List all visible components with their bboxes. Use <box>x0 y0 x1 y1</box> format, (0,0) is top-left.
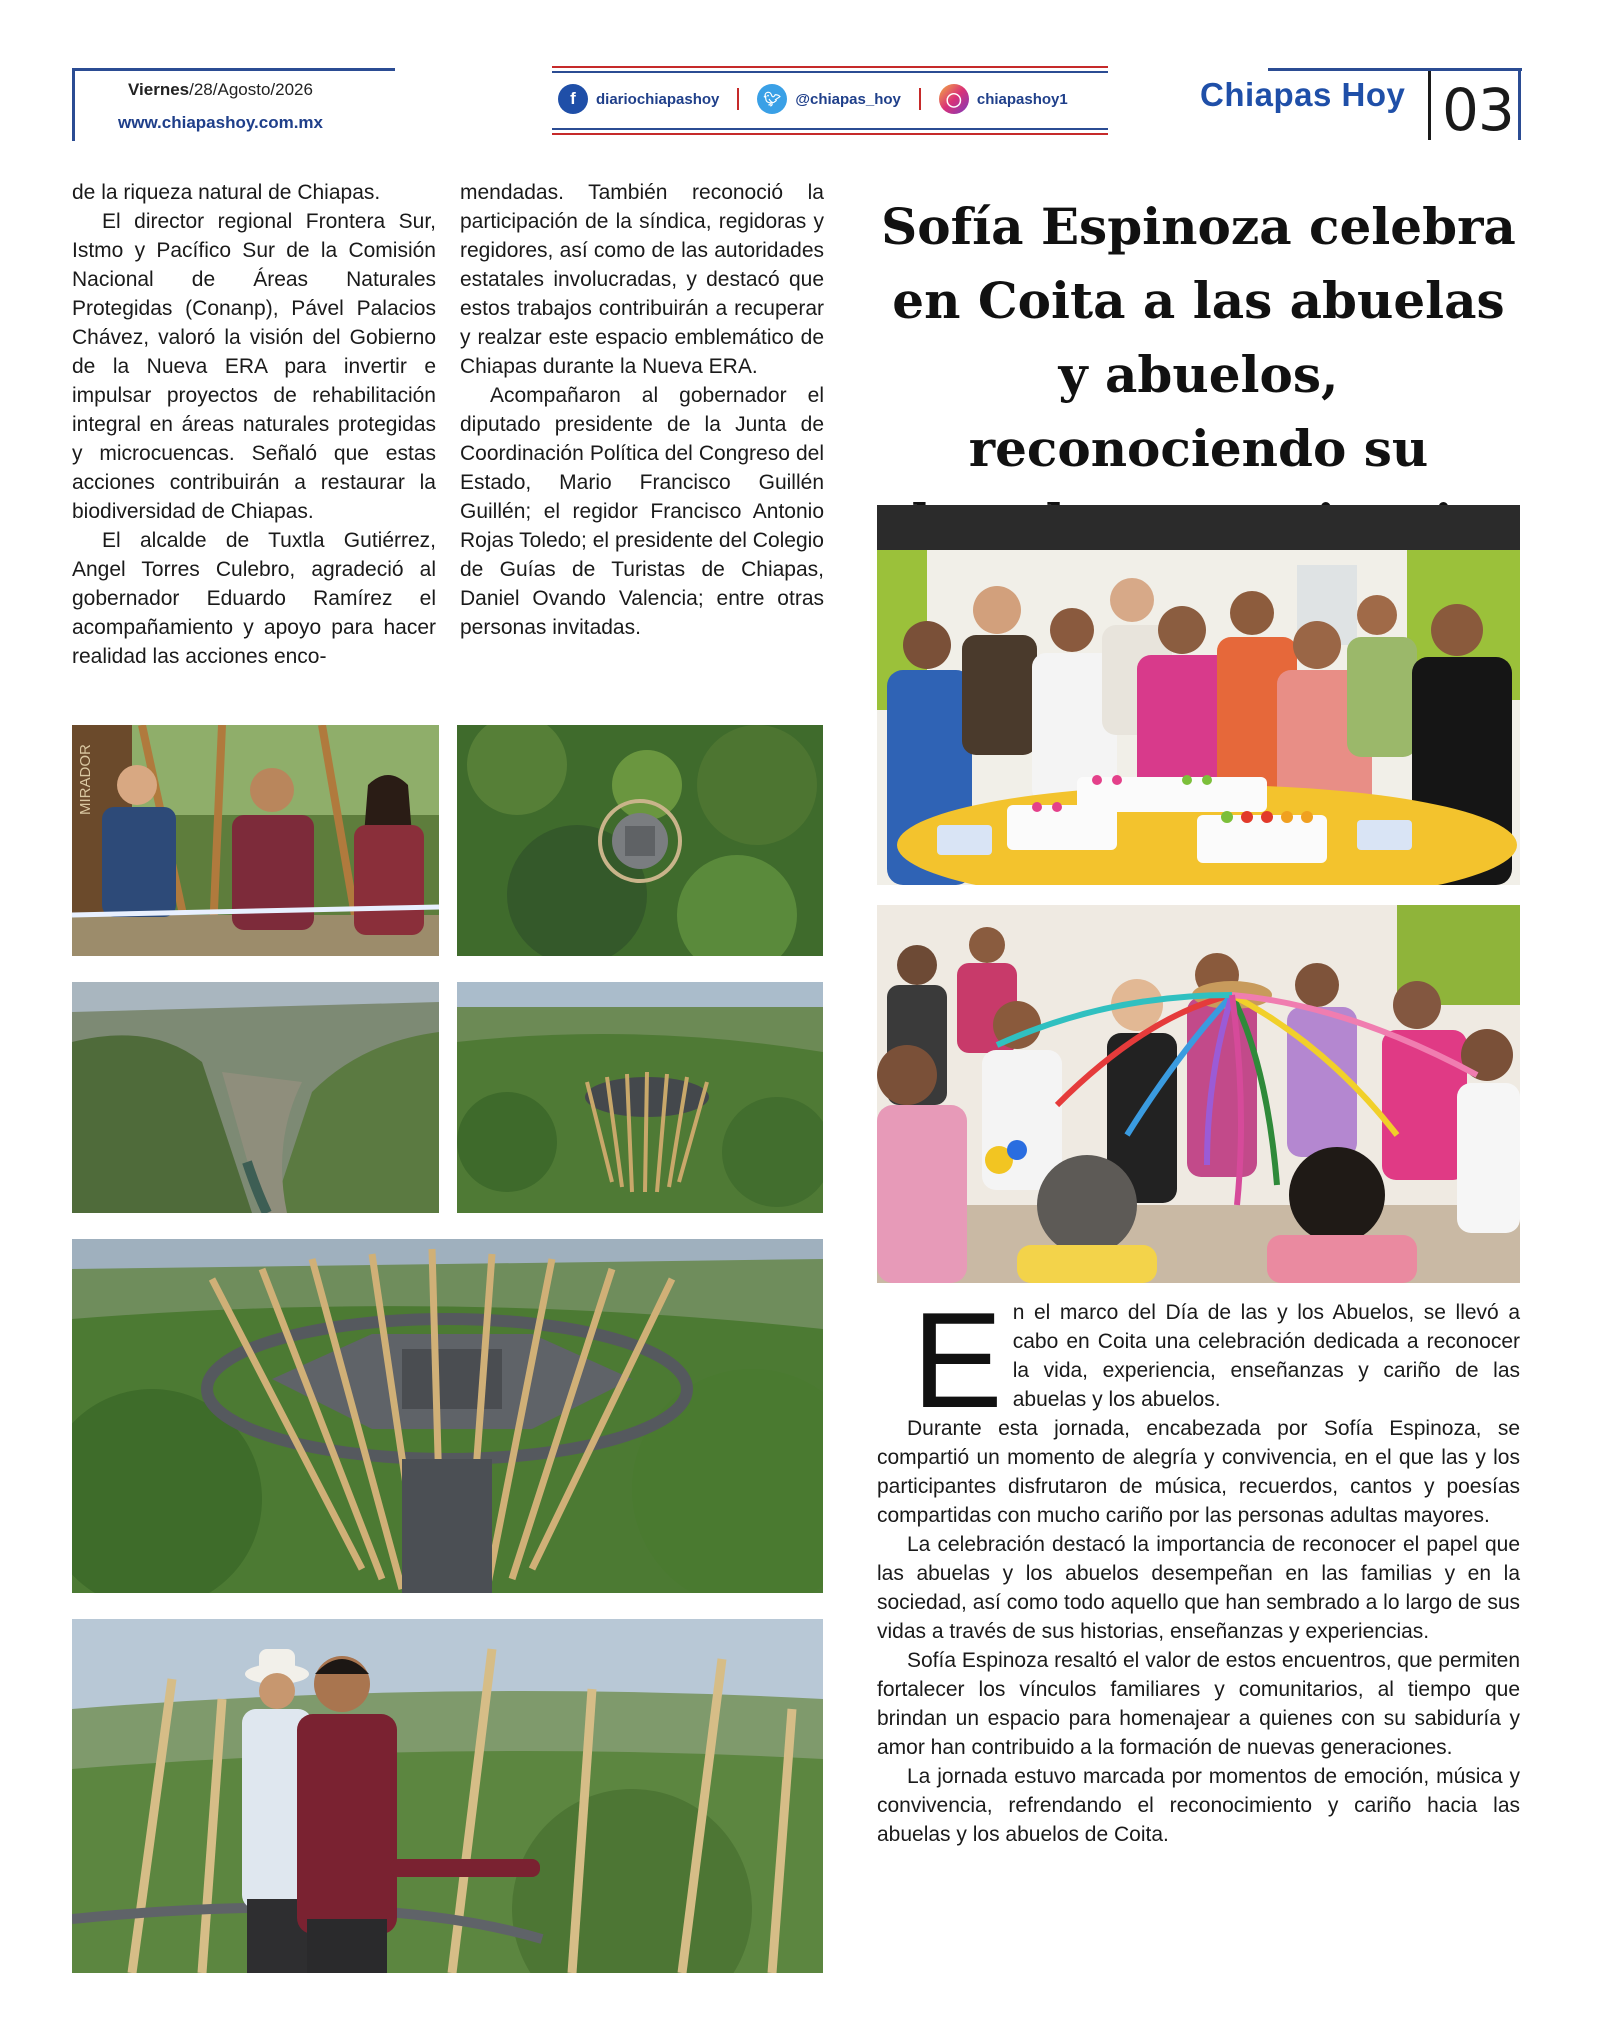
paragraph: La jornada estuvo marcada por momentos de emoción, música y convivencia, refrendando el reconocimiento y cariño hacia las abuelas y los abuelos de Coita. <box>877 1765 1520 1846</box>
paragraph: El alcalde de Tuxtla Gutiérrez, Angel Torres Culebro, agradeció al gobernador Eduardo Ramírez el acompañamiento y apoyo para hacer realidad las acciones enco- <box>72 529 436 668</box>
photo-aerial-tower-top <box>457 725 823 956</box>
drop-cap: E <box>912 1284 1003 1436</box>
article-headline: Sofía Espinoza celebra en Coita a las abuelas y abuelos, reconociendo su <box>881 197 1516 478</box>
photo-officials-lookout <box>72 1619 823 1973</box>
facebook-icon[interactable]: f <box>558 84 588 114</box>
sign-text: MIRADOR <box>77 744 94 815</box>
photo-ribbon-celebration <box>877 905 1520 1283</box>
paragraph: Durante esta jornada, encabezada por Sofía Espinoza, se compartió un momento de alegría y convivencia, en el que las y los participantes disfrutaron de música, recuerdos, cantos y poesías compartidas con mucho cariño por las personas adultas mayores. <box>877 1417 1520 1527</box>
website-url[interactable]: www.chiapashoy.com.mx <box>118 113 324 132</box>
divider <box>737 88 739 110</box>
photo-tower-forest <box>457 982 823 1213</box>
divider <box>919 88 921 110</box>
instagram-handle[interactable]: chiapashoy1 <box>976 90 1068 108</box>
paragraph: Sofía Espinoza resaltó el valor de estos encuentros, que permiten fortalecer los vínculos familiares y comunitarios, al tiempo que brindan un espacio para homenajear a quienes con su sabiduría y amor han contribuido a la formación de nuevas generaciones. <box>877 1649 1520 1759</box>
paragraph: mendadas. También reconoció la participación de la síndica, regidoras y regidores, así como de las autoridades estatales involucradas, y destacó que estos trabajos contribuirán a recuperar y realzar este espacio emblemático de Chiapas durante la Nueva ERA. <box>460 181 824 378</box>
header-divider <box>1428 70 1431 140</box>
page-number: 03 <box>1442 76 1514 144</box>
paragraph: El director regional Frontera Sur, Istmo y Pacífico Sur de la Comisión Nacional de Áreas Naturales Protegidas (Conanp), Pável Palacios Chávez, valoró la visión del Gobierno de la Nueva ERA para invertir e impulsar proyectos de rehabilitación integral en áreas naturales protegidas y microcuencas. Señaló que estas acciones contribuirán a restaurar la biodiversidad de Chiapas. <box>72 210 436 523</box>
paragraph: Acompañaron al gobernador el diputado presidente de la Junta de Coordinación Política del Congreso del Estado, Mario Francisco Guillén Guillén; el regidor Francisco Antonio Rojas Toledo; el presidente del Colegio de Guías de Turistas de Chiapas, Daniel Ovando Valencia; entre otras personas invitadas. <box>460 384 824 639</box>
issue-date: Viernes/28/Agosto/2026 <box>128 80 313 99</box>
photo-tower-closeup <box>72 1239 823 1593</box>
header-rule-right <box>1518 68 1521 140</box>
lead-text: n el marco del Día de las y los Abuelos, se llevó a cabo en Coita una celebración dedicada a reconocer la vida, experiencia, enseñanzas y cariño de las abuelas y los abuelos. <box>1012 1301 1520 1411</box>
social-bar-rule-top <box>552 66 1108 68</box>
paragraph: de la riqueza natural de Chiapas. <box>72 181 381 204</box>
instagram-icon[interactable]: ◯ <box>939 84 969 114</box>
social-bar-rule-top-2 <box>552 71 1108 73</box>
article-left-column-2 <box>460 178 824 642</box>
brand-name: Chiapas Hoy <box>1200 76 1406 113</box>
photo-canyon <box>72 982 439 1213</box>
social-bar-rule-bottom <box>552 128 1108 130</box>
social-bar <box>552 66 1108 136</box>
photo-grandparents-cake <box>877 505 1520 885</box>
header-rule <box>1268 68 1522 71</box>
paragraph: La celebración destacó la importancia de reconocer el papel que las abuelas y los abuelos desempeñan en las familias y en la sociedad, así como todo aquello que han sembrado a lo largo de sus vidas a través de sus historias, enseñanzas y experiencias. <box>877 1533 1520 1643</box>
article-right-body <box>877 1284 1520 1849</box>
article-left-column-1 <box>72 178 436 671</box>
facebook-handle[interactable]: diariochiapashoy <box>596 90 720 108</box>
twitter-icon[interactable]: 🐦︎ <box>757 84 787 114</box>
twitter-handle[interactable]: @chiapas_hoy <box>795 90 901 108</box>
social-bar-rule-bottom-2 <box>552 133 1108 135</box>
photo-ribbon-cutting <box>72 725 439 956</box>
paragraph-lead <box>877 1284 1520 1436</box>
social-links <box>558 84 1068 114</box>
